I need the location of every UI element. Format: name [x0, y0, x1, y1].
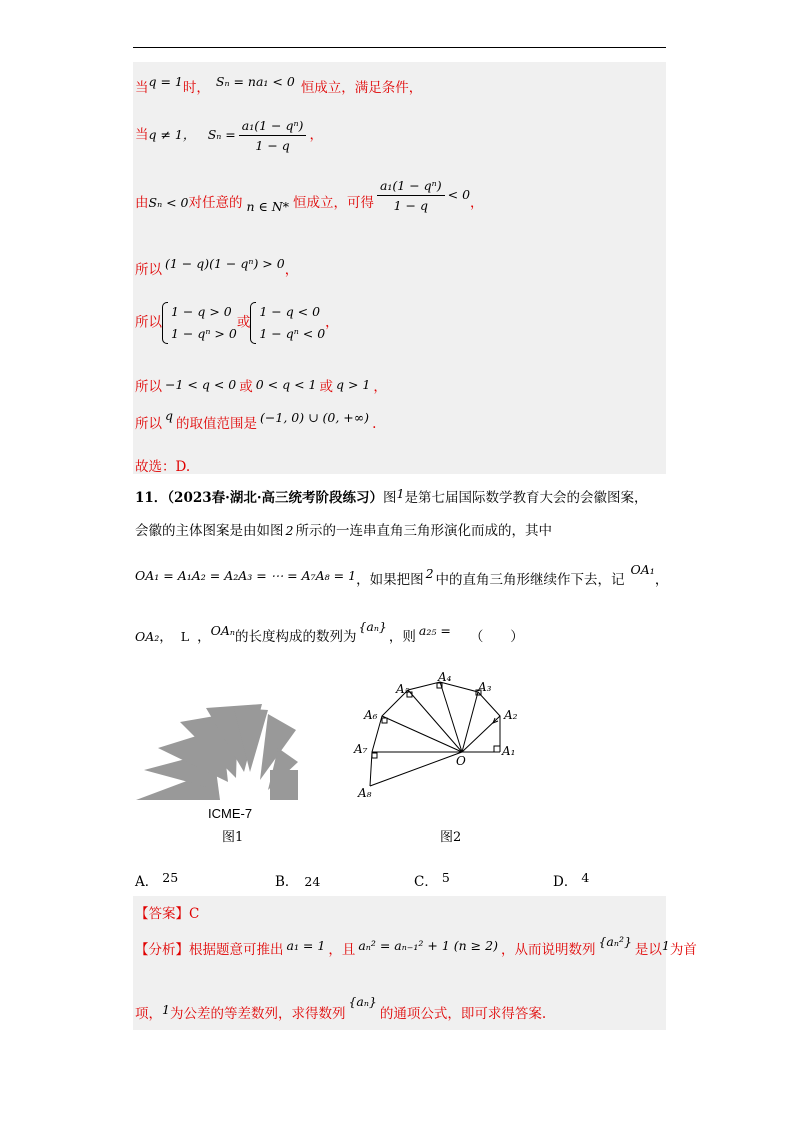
sol-line-1: 当q = 1时， Sₙ = na₁ < 0 恒成立，满足条件，: [135, 74, 423, 96]
answer-line: 【答案】C: [135, 906, 200, 922]
option-b[interactable]: B． 24: [275, 874, 321, 890]
label-a1: A₁: [502, 744, 516, 758]
sol-line-5: 所以 1 − q > 0 1 − qⁿ > 0 或 1 − q < 0 1 − qⁿ < 0 ，: [135, 301, 339, 345]
question-line-3: OA₁ = A₁A₂ = A₂A₃ = ⋯ = A₇A₈ = 1，如果把图 2 中的直角三角形继续作下去，记OA₁，: [135, 562, 669, 588]
question-line-2: 会徽的主体图案是由如图 2 所示的一连串直角三角形演化而成的，其中: [135, 523, 552, 539]
sol-line-4: 所以 (1 − q)(1 − qⁿ) > 0，: [135, 256, 299, 278]
label-a6: A₆: [364, 708, 378, 722]
label-a3: A₃: [478, 680, 492, 694]
sol-line-3: 由Sₙ < 0对任意的 n ∈ N* 恒成立，可得 $\frac{\text{a₁(1 − qⁿ)}}{1 - q}$ < 0，: [135, 178, 484, 214]
figure-2-labels: [352, 668, 542, 818]
figure-1-label: ICME-7: [208, 806, 253, 821]
label-a4: A₄: [438, 670, 452, 684]
sol-line-6: 所以 −1 < q < 0 或 0 < q < 1 或 q > 1 ，: [135, 377, 387, 395]
question-line-1: 11．（2023春·湖北·高三统考阶段练习）图1是第七届国际数学教育大会的会徽图案，: [135, 486, 648, 506]
question-line-4: OA₂， L ，OAₙ的长度构成的数列为{aₙ}，则 a₂₅ = （ ）: [135, 619, 524, 645]
option-a[interactable]: A． 25: [135, 870, 179, 890]
label-o: O: [456, 754, 466, 768]
sol-line-2: 当q ≠ 1， Sₙ = $\frac{\text{a₁(1 − qⁿ)}}{1 - q}$ ，: [135, 118, 323, 153]
sol-line-8: 故选：D.: [135, 459, 191, 475]
option-c[interactable]: C． 5: [414, 870, 450, 890]
label-a7: A₇: [354, 742, 368, 756]
label-a2: A₂: [504, 708, 518, 722]
label-a5: A₅: [396, 682, 410, 696]
figure-1-emblem: [130, 700, 310, 820]
figure-1-caption: 图1: [222, 830, 244, 845]
sol-line-7: 所以q的取值范围是 (−1, 0) ∪ (0, +∞) .: [135, 408, 377, 432]
analysis-line-1: 【分析】根据题意可推出 a₁ = 1 ，且 aₙ² = aₙ₋₁² + 1 (n ≥ 2) ，从而说明数列{aₙ²}是以1为首: [135, 934, 697, 958]
figure-2-caption: 图2: [440, 830, 462, 845]
analysis-line-2: 项，1为公差的等差数列，求得数列{aₙ}的通项公式，即可求得答案.: [135, 994, 547, 1022]
option-d[interactable]: D． 4: [553, 870, 590, 890]
header-rule: [133, 47, 666, 48]
label-a8: A₈: [358, 786, 372, 800]
